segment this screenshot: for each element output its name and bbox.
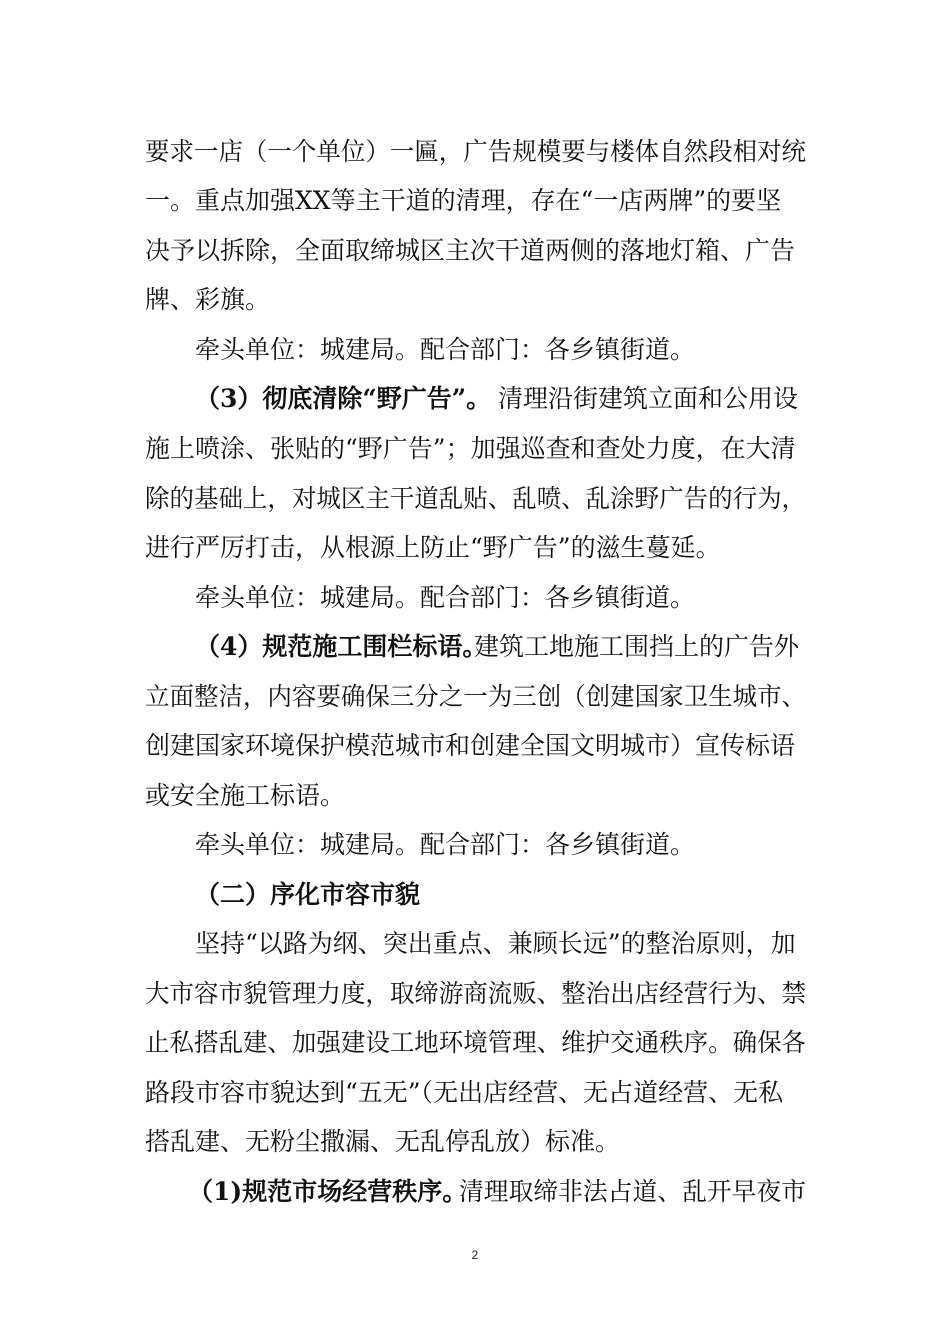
- line-text: 要求一店（一个单位）一匾，广告规模要与楼体自然段相对统: [145, 137, 807, 166]
- line-text: 建筑工地施工围挡上的广告外: [474, 632, 800, 661]
- line-text: 牌、彩旗。: [145, 285, 271, 314]
- line-text: 决予以拆除，全面取缔城区主次干道两侧的落地灯箱、广告: [145, 236, 796, 265]
- line-text: 进行严厉打击，从根源上防止“野广告”的滋生蔓延。: [145, 533, 721, 562]
- line-text: 牵头单位：城建局。配合部门：各乡镇街道。: [195, 830, 696, 859]
- line-text: 清理沿街建筑立面和公用设: [498, 384, 799, 413]
- line-text: 立面整洁，内容要确保三分之一为三创（创建国家卫生城市、: [145, 682, 807, 711]
- line-text: 清理取缔非法占道、乱开早夜市: [459, 1177, 807, 1206]
- line-text: 除的基础上，对城区主干道乱贴、乱喷、乱涂野广告的行为，: [145, 484, 807, 513]
- line-text: 或安全施工标语。: [145, 781, 346, 810]
- line-text: 路段市容市貌达到“五无”（无出店经营、无占道经营、无私: [145, 1078, 784, 1107]
- page-number: 2: [471, 1248, 479, 1262]
- line-text: 一。重点加强XX等主干道的清理，存在“一店两牌”的要坚: [145, 186, 782, 215]
- line-text: 止私搭乱建、加强建设工地环境管理、维护交通秩序。确保各: [145, 1028, 807, 1057]
- section-heading: （二）序化市容市貌: [195, 880, 421, 909]
- line-text: 坚持“以路为纲、突出重点、兼顾长远”的整治原则，加: [195, 929, 796, 958]
- line-text: 施上喷涂、张贴的“野广告”；加强巡查和查处力度，在大清: [145, 434, 796, 463]
- line-text: 牵头单位：城建局。配合部门：各乡镇街道。: [195, 335, 696, 364]
- subheading: （4）规范施工围栏标语。: [195, 632, 488, 661]
- line-text: 创建国家环境保护模范城市和创建全国文明城市）宣传标语: [145, 731, 796, 760]
- line-text: 搭乱建、无粉尘撒漏、无乱停乱放）标准。: [145, 1127, 621, 1156]
- line-text: 大市容市貌管理力度，取缔游商流贩、整治出店经营行为、禁: [145, 979, 807, 1008]
- subheading: （1)规范市场经营秩序。: [188, 1177, 468, 1206]
- subheading: （3）彻底清除“野广告”。: [195, 384, 492, 413]
- line-text: 牵头单位：城建局。配合部门：各乡镇街道。: [195, 583, 696, 612]
